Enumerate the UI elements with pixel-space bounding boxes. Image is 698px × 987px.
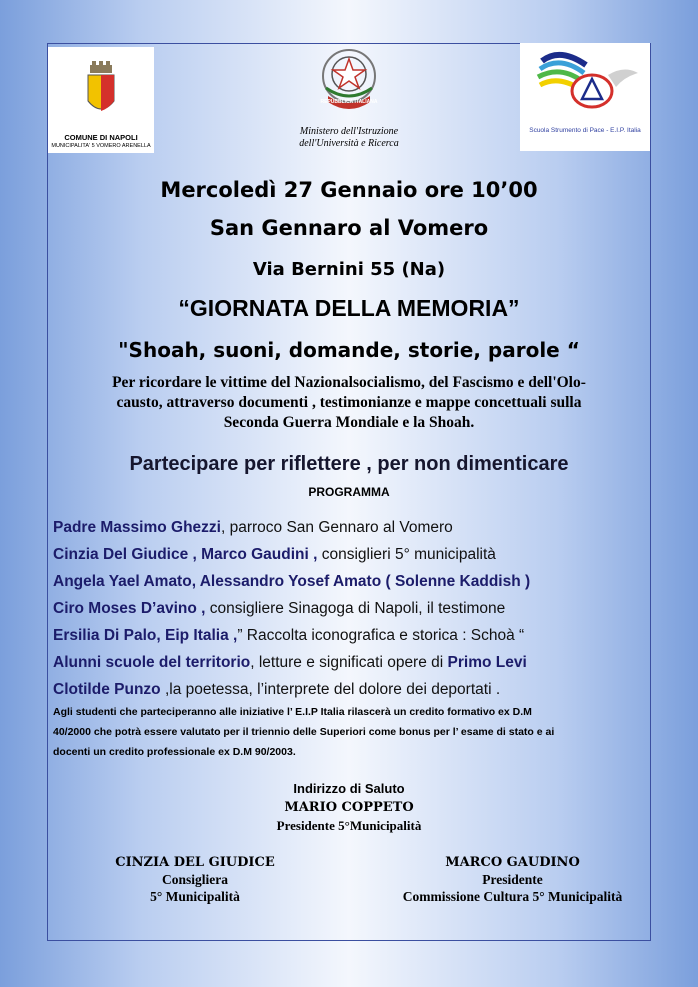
program-role: ,la poetessa, l’interprete del dolore dei deportati . [160, 681, 501, 698]
program-role: consigliere Sinagoga di Napoli, il testimone [205, 600, 506, 617]
credit-line: docenti un credito professionale ex D.M 90/2003. [53, 746, 296, 758]
saluto-label: Indirizzo di Saluto [293, 781, 405, 796]
credit-line: Agli studenti che parteciperanno alle iniziative l’ E.I.P Italia rilascerà un credito formativo ex D.M [53, 706, 532, 718]
signature-role: Commissione Cultura 5° Municipalità [402, 889, 623, 904]
peace-dove-icon [520, 43, 650, 123]
eip-logo-caption: Scuola Strumento di Pace - E.I.P. Italia [529, 127, 641, 134]
signature-role: Presidente [482, 872, 543, 887]
description-line: Per ricordare le vittime del Nazionalsocialismo, del Fascismo e dell'Olo- [112, 374, 586, 391]
napoli-logo-line2: MUNICIPALITA' 5 VOMERO ARENELLA [51, 143, 151, 149]
program-item [53, 595, 653, 622]
saluto-role: Presidente 5°Municipalità [276, 818, 422, 833]
ministero-line2: dell'Università e Ricerca [299, 138, 399, 149]
program-speaker: Ciro Moses D’avino , [53, 600, 206, 617]
program-role: , letture e significati opere di [250, 654, 448, 671]
signature-name: CINZIA DEL GIUDICE [115, 855, 275, 870]
description-line: Seconda Guerra Mondiale e la Shoah. [223, 414, 475, 431]
signature-role: 5° Municipalità [150, 889, 240, 904]
signature-right [370, 854, 655, 905]
slogan: Partecipare per riflettere , per non dimenticare [129, 453, 569, 475]
ministero-banner: REPUBBLICA ITALIANA [320, 99, 378, 105]
event-address: Via Bernini 55 (Na) [252, 259, 446, 280]
event-subtitle: "Shoah, suoni, domande, storie, parole “ [118, 338, 580, 362]
program-speaker: Clotilde Punzo [53, 681, 161, 698]
program-item [53, 649, 653, 676]
program-speaker: Ersilia Di Palo, Eip Italia , [53, 627, 238, 644]
program-item [53, 568, 653, 595]
program-role: , parroco San Gennaro al Vomero [220, 519, 453, 536]
credit-note [53, 702, 653, 762]
program-speaker: Cinzia Del Giudice , Marco Gaudini , [53, 546, 318, 563]
description-line: causto, attraverso documenti , testimonianze e mappe concettuali sulla [116, 394, 582, 411]
eip-logo [520, 43, 650, 151]
signature-role: Consigliera [162, 872, 228, 887]
program-speaker: Angela Yael Amato, Alessandro Yosef Amato ( Solenne Kaddish ) [53, 573, 531, 590]
event-description [60, 373, 638, 433]
ministero-line1: Ministero dell'Istruzione [299, 126, 399, 137]
ministero-logo [270, 44, 428, 156]
saluto-name: MARIO COPPETO [284, 800, 414, 815]
program-list [53, 514, 653, 703]
program-role: ” Raccolta iconografica e storica : Schoà “ [237, 627, 525, 644]
program-role: consiglieri 5° municipalità [317, 546, 496, 563]
event-title: “GIORNATA DELLA MEMORIA” [178, 295, 520, 321]
credit-line: 40/2000 che potrà essere valutato per il triennio delle Superiori come bonus per l’ esame di stato e ai [53, 726, 555, 738]
napoli-crest-icon [48, 51, 154, 131]
comune-napoli-logo [48, 47, 154, 153]
program-item [53, 676, 653, 703]
program-speaker: Padre Massimo Ghezzi [53, 519, 221, 536]
program-item [53, 622, 653, 649]
signature-name: MARCO GAUDINO [445, 855, 580, 870]
signature-left [95, 854, 295, 905]
program-speaker: Alunni scuole del territorio [53, 654, 251, 671]
program-author: Primo Levi [447, 654, 527, 671]
event-place: San Gennaro al Vomero [209, 216, 489, 240]
napoli-logo-line1: COMUNE DI NAPOLI [64, 133, 138, 142]
event-date: Mercoledì 27 Gennaio ore 10’00 [160, 178, 538, 202]
program-item [53, 514, 653, 541]
repubblica-emblem-icon [270, 44, 428, 118]
programma-heading: PROGRAMMA [308, 485, 390, 499]
program-item [53, 541, 653, 568]
